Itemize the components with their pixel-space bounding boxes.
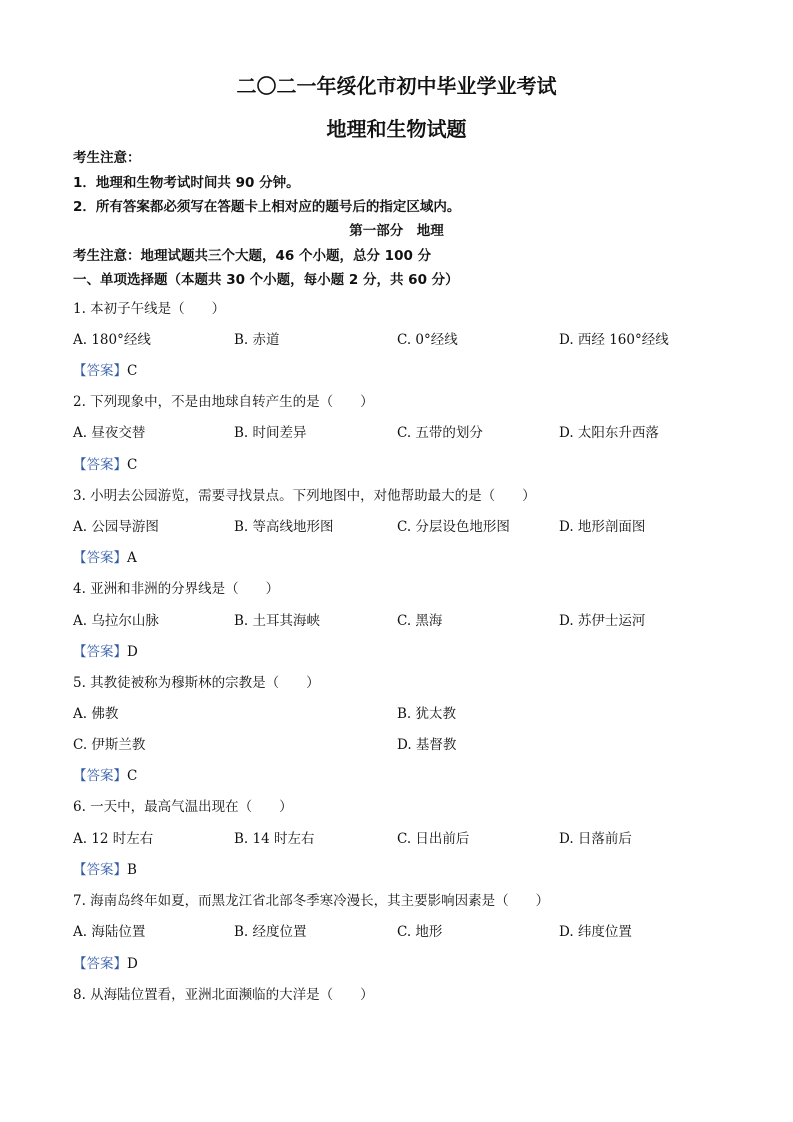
answer-tag: 【答案】 (73, 550, 127, 566)
notice-heading: 考生注意： (73, 150, 141, 166)
question-5-option-c: C. 伊斯兰教 (73, 737, 146, 753)
question-3-stem: 3. 小明去公园游览，需要寻找景点。下列地图中，对他帮助最大的是（ ） (73, 488, 536, 504)
answer-value: B (127, 862, 137, 878)
answer-tag: 【答案】 (73, 457, 127, 473)
question-1-stem: 1. 本初子午线是（ ） (73, 301, 226, 317)
answer-value: C (127, 457, 138, 473)
question-3-answer (73, 549, 137, 567)
question-7-stem: 7. 海南岛终年如夏，而黑龙江省北部冬季寒冷漫长，其主要影响因素是（ ） (73, 893, 550, 909)
question-6-option-c: C. 日出前后 (397, 831, 470, 847)
answer-tag: 【答案】 (73, 644, 127, 660)
question-4-option-c: C. 黑海 (397, 613, 443, 629)
question-2-answer (73, 456, 137, 474)
question-6-option-a: A. 12 时左右 (73, 831, 154, 847)
question-2-option-c: C. 五带的划分 (397, 425, 483, 441)
question-2-option-d: D. 太阳东升西落 (559, 425, 659, 441)
notice-item-2: 2．所有答案都必须写在答题卡上相对应的题号后的指定区域内。 (73, 199, 461, 215)
question-7-option-c: C. 地形 (397, 924, 443, 940)
answer-tag: 【答案】 (73, 768, 127, 784)
question-4-option-a: A. 乌拉尔山脉 (73, 613, 159, 629)
question-1-option-d: D. 西经 160°经线 (559, 332, 669, 348)
question-5-answer (73, 767, 137, 785)
page-subtitle: 地理和生物试题 (326, 117, 467, 141)
question-7-option-d: D. 纬度位置 (559, 924, 632, 940)
answer-value: A (127, 550, 137, 566)
page-title: 二〇二一年绥化市初中毕业学业考试 (236, 74, 557, 98)
question-3-option-b: B. 等高线地形图 (234, 519, 334, 535)
question-4-stem: 4. 亚洲和非洲的分界线是（ ） (73, 581, 280, 597)
question-7-option-a: A. 海陆位置 (73, 924, 146, 940)
question-5-stem: 5. 其教徒被称为穆斯林的宗教是（ ） (73, 675, 320, 691)
question-2-option-a: A. 昼夜交替 (73, 425, 146, 441)
answer-value: D (127, 956, 138, 972)
question-8-stem: 8. 从海陆位置看，亚洲北面濒临的大洋是（ ） (73, 987, 374, 1003)
answer-tag: 【答案】 (73, 862, 127, 878)
question-4-option-b: B. 土耳其海峡 (234, 613, 321, 629)
answer-tag: 【答案】 (73, 363, 127, 379)
answer-value: D (127, 644, 138, 660)
answer-value: C (127, 363, 138, 379)
question-7-option-b: B. 经度位置 (234, 924, 307, 940)
question-5-option-d: D. 基督教 (397, 737, 457, 753)
question-6-answer (73, 861, 137, 879)
question-6-option-b: B. 14 时左右 (234, 831, 315, 847)
question-3-option-d: D. 地形剖面图 (559, 519, 646, 535)
question-2-stem: 2. 下列现象中，不是由地球自转产生的是（ ） (73, 394, 374, 410)
question-1-option-c: C. 0°经线 (397, 332, 458, 348)
answer-tag: 【答案】 (73, 956, 127, 972)
question-6-stem: 6. 一天中，最高气温出现在（ ） (73, 799, 293, 815)
question-5-option-b: B. 犹太教 (397, 706, 457, 722)
question-3-option-c: C. 分层设色地形图 (397, 519, 510, 535)
question-1-option-a: A. 180°经线 (73, 332, 151, 348)
question-5-option-a: A. 佛教 (73, 706, 119, 722)
question-7-answer (73, 955, 138, 973)
part-title: 第一部分 地理 (349, 223, 444, 239)
answer-value: C (127, 768, 138, 784)
question-4-answer (73, 643, 138, 661)
question-2-option-b: B. 时间差异 (234, 425, 307, 441)
question-6-option-d: D. 日落前后 (559, 831, 632, 847)
question-4-option-d: D. 苏伊士运河 (559, 613, 646, 629)
question-1-option-b: B. 赤道 (234, 332, 280, 348)
section-heading: 一、单项选择题（本题共 30 个小题，每小题 2 分，共 60 分） (73, 272, 459, 288)
part-notice: 考生注意：地理试题共三个大题，46 个小题，总分 100 分 (73, 248, 432, 264)
notice-item-1: 1．地理和生物考试时间共 90 分钟。 (73, 175, 300, 191)
question-3-option-a: A. 公园导游图 (73, 519, 159, 535)
question-1-answer (73, 362, 137, 380)
